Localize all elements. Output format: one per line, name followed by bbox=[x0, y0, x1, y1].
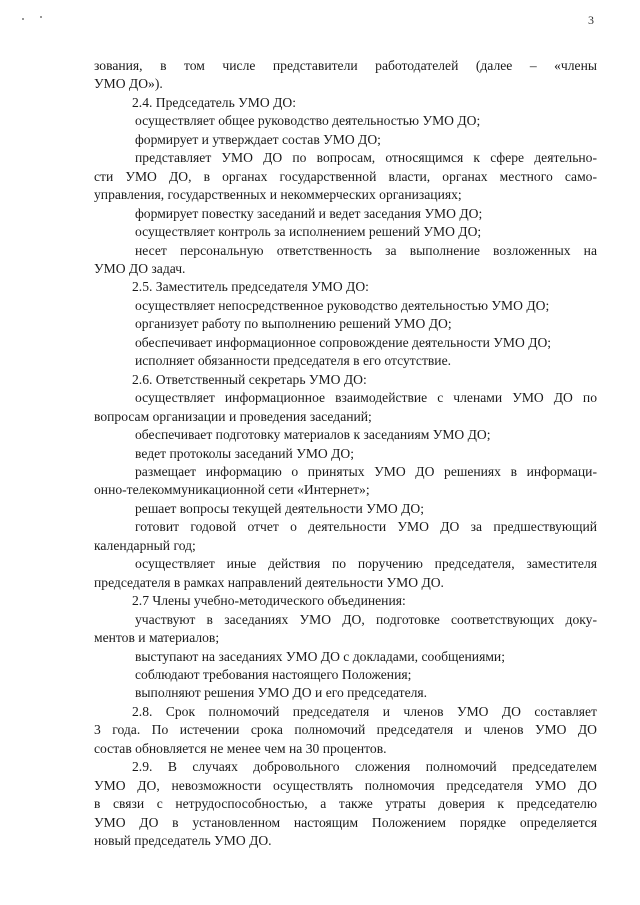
text-line: ментов и материалов; bbox=[94, 630, 220, 646]
text-line: выступают на заседаниях УМО ДО с докладами, сообщениями; bbox=[135, 648, 505, 664]
page-number: 3 bbox=[588, 13, 594, 27]
text-line: осуществляет контроль за исполнением решений УМО ДО; bbox=[135, 224, 482, 240]
text-line: в связи с нетрудоспособностью, а также утраты доверия к председателю bbox=[94, 796, 597, 812]
text-line: обеспечивает информационное сопровождение деятельности УМО ДО; bbox=[135, 334, 552, 350]
text-line: готовит годовой отчет о деятельности УМО ДО за предшествующий bbox=[135, 519, 597, 535]
text-line: обеспечивает подготовку материалов к заседаниям УМО ДО; bbox=[135, 427, 491, 443]
text-line: представляет УМО ДО по вопросам, относящимся к сфере деятельно- bbox=[135, 150, 597, 166]
text-line: онно-телекоммуникационной сети «Интернет»; bbox=[94, 482, 370, 498]
text-line: несет персональную ответственность за выполнение возложенных на bbox=[135, 242, 597, 258]
text-line: председателя в рамках направлений деятельности УМО ДО. bbox=[94, 574, 444, 590]
text-line: УМО ДО задач. bbox=[94, 260, 186, 276]
scan-speck bbox=[22, 18, 24, 20]
text-line: сти УМО ДО, в органах государственной власти, органах местного само- bbox=[94, 168, 597, 184]
text-line: размещает информацию о принятых УМО ДО решениях в информаци- bbox=[135, 463, 597, 479]
document-body bbox=[94, 57, 597, 850]
text-line: исполняет обязанности председателя в его отсутствие. bbox=[135, 353, 452, 369]
text-line: осуществляет иные действия по поручению председателя, заместителя bbox=[135, 556, 597, 572]
text-line: формирует повестку заседаний и ведет заседания УМО ДО; bbox=[135, 205, 483, 221]
text-line: выполняют решения УМО ДО и его председателя. bbox=[135, 685, 428, 701]
text-line: соблюдают требования настоящего Положения; bbox=[135, 666, 412, 682]
text-line: состав обновляется не менее чем на 30 процентов. bbox=[94, 740, 387, 756]
text-line: новый председатель УМО ДО. bbox=[94, 833, 272, 849]
text-line: осуществляет информационное взаимодействие с членами УМО ДО по bbox=[135, 390, 597, 406]
scan-speck bbox=[40, 16, 42, 18]
text-line: 3 года. По истечении срока полномочий председателя и членов УМО ДО bbox=[94, 722, 597, 738]
text-line: УМО ДО, невозможности осуществлять полномочия председателя УМО ДО bbox=[94, 777, 597, 793]
text-line: организует работу по выполнению решений УМО ДО; bbox=[135, 316, 452, 332]
text-line: 2.5. Заместитель председателя УМО ДО: bbox=[132, 279, 369, 295]
text-line: 2.9. В случаях добровольного сложения полномочий председателем bbox=[132, 759, 597, 775]
text-line: участвуют в заседаниях УМО ДО, подготовке соответствующих доку- bbox=[135, 611, 597, 627]
text-line: 2.8. Срок полномочий председателя и членов УМО ДО составляет bbox=[132, 703, 597, 719]
text-line: календарный год; bbox=[94, 537, 196, 553]
text-line: осуществляет общее руководство деятельностью УМО ДО; bbox=[135, 113, 481, 129]
text-line: осуществляет непосредственное руководство деятельностью УМО ДО; bbox=[135, 297, 550, 313]
text-line: ведет протоколы заседаний УМО ДО; bbox=[135, 445, 354, 461]
text-line: УМО ДО в установленном настоящим Положением порядке определяется bbox=[94, 814, 597, 830]
text-line: 2.7 Члены учебно-методического объединения: bbox=[132, 593, 406, 609]
text-line: формирует и утверждает состав УМО ДО; bbox=[135, 131, 381, 147]
text-line: зования, в том числе представители работодателей (далее – «члены bbox=[94, 58, 597, 73]
text-line: вопросам организации и проведения заседаний; bbox=[94, 408, 372, 424]
text-line: 2.6. Ответственный секретарь УМО ДО: bbox=[132, 371, 367, 387]
text-line: УМО ДО»). bbox=[94, 76, 163, 92]
text-line: решает вопросы текущей деятельности УМО ДО; bbox=[135, 500, 424, 516]
text-line: управления, государственных и некоммерческих организациях; bbox=[94, 187, 462, 203]
text-line: 2.4. Председатель УМО ДО: bbox=[132, 94, 296, 110]
